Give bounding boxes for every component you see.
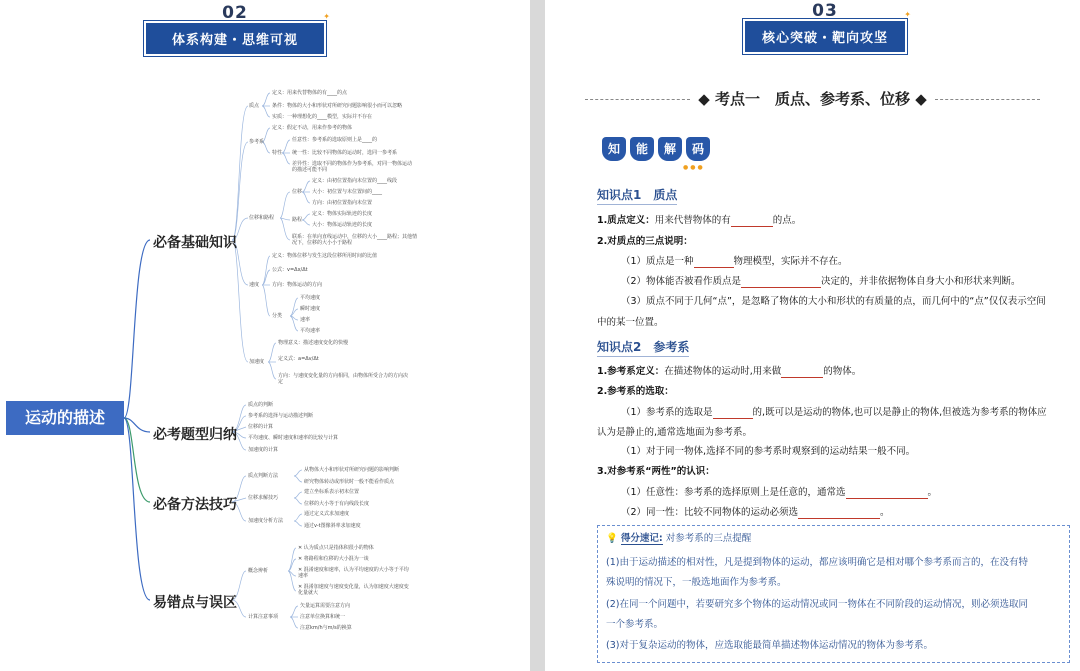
mm-node: 大小：初位置与末位置间的____ [312, 189, 383, 195]
branch-pitfalls: 易错点与误区 [153, 595, 237, 611]
dots-icon: ●●● [683, 164, 705, 171]
mm-node: 定义：物体实际轨迹的长度 [312, 211, 373, 217]
answer-blank[interactable] [798, 508, 880, 519]
banner-char: 解 [658, 137, 682, 161]
mm-node: 定义：用来代替物体的有____的点 [272, 90, 348, 96]
text-line: （1）质点是一种 物理模型，实际并不存在。 [621, 256, 848, 267]
text-line: 认为是静止的,通常选地面为参考系。 [597, 427, 753, 438]
mm-node: 通过v-t图像斜率求加速度 [304, 523, 361, 529]
mindmap-root: 运动的描述 [6, 401, 124, 435]
branch-question-types: 必考题型归纳 [153, 427, 237, 443]
mm-node: 定义式：a=Δv/Δt [278, 356, 319, 362]
branch-basic-knowledge: 必备基础知识 [153, 235, 237, 251]
diamond-icon: ◆ [910, 90, 927, 108]
text-line: 2.参考系的选取： [597, 386, 674, 397]
mm-node: 条件：物体的大小和形状对所研究问题影响很小而可以忽略 [272, 103, 403, 109]
section-heading [545, 88, 1080, 109]
knowledge-decode-banner [602, 137, 714, 161]
left-page [0, 0, 530, 671]
divider [935, 99, 1040, 100]
mm-node: 质点 [249, 103, 260, 109]
section-title: 考点一 质点、参考系、位移 [714, 90, 910, 108]
mm-node: 注意km/h与m/s的换算 [300, 625, 352, 631]
mm-node: 定义：由初位置指向末位置的____线段 [312, 178, 398, 184]
mm-node: 分类 [272, 313, 283, 319]
answer-blank[interactable] [713, 408, 753, 419]
badge-number: 02 [222, 3, 248, 23]
mm-node: 位移 [292, 189, 303, 195]
badge-number: 03 [812, 1, 838, 21]
mm-node: 加速度分析方法 [248, 518, 284, 524]
mm-node: 速率 [300, 317, 311, 323]
note-title: 💡 得分速记: 对参考系的三点提醒 [606, 533, 752, 544]
answer-blank[interactable] [731, 216, 773, 227]
banner-char: 知 [602, 137, 626, 161]
mm-node: 计算注意事项 [248, 614, 279, 620]
mm-node: 特性 [272, 150, 283, 156]
mm-node: 速度 [249, 282, 260, 288]
mm-node: 质点判断方法 [248, 473, 279, 479]
note-line: 一个参考系。 [606, 619, 664, 630]
mm-node: 路程 [292, 217, 303, 223]
mm-node: 位移的计算 [248, 424, 274, 430]
text-line: （1）对于同一物体,选择不同的参考系时观察到的运动结果一般不同。 [621, 446, 916, 457]
mm-node: 注意单位换算和统一 [300, 614, 346, 620]
text-line: 1.质点定义：用来代替物体的有 的点。 [597, 215, 802, 226]
mm-node: ✕ 混淆加速度与速度变化量，认为加速度大速度变化量就大 [298, 584, 409, 596]
text-line: 中的某一位置。 [597, 317, 664, 328]
mm-node: 方向：与速度变化量的方向相同，由物体所受合力的方向决定 [278, 373, 409, 385]
note-line: 殊说明的情况下，一般选地面作为参考系。 [606, 577, 787, 588]
mm-node: 概念辨析 [248, 568, 269, 574]
note-line: (3)对于复杂运动的物体，应选取能最简单描述物体运动情况的物体为参考系。 [606, 640, 933, 651]
text-line: （2）物体能否被看作质点是 决定的，并非依据物体自身大小和形状来判断。 [621, 276, 1021, 287]
text-line: （3）质点不同于几何“点”，是忽略了物体的大小和形状的有质量的点，而几何中的“点”仅仅表示空间 [621, 296, 1046, 307]
text-line: 3.对参考系“两性”的认识： [597, 466, 715, 477]
mm-node: 物理意义：描述速度变化的快慢 [278, 340, 349, 346]
mm-node: 公式：v=Δx/Δt [272, 267, 308, 273]
mm-node: 平均速率 [300, 328, 321, 334]
section-badge-03 [745, 1, 911, 52]
banner-char: 能 [630, 137, 654, 161]
branch-method-skills: 必备方法技巧 [153, 497, 237, 513]
mm-node: 瞬时速度 [300, 306, 321, 312]
badge-label: 核心突破・靶向攻坚 [745, 21, 905, 52]
mm-node: 研究物体转动或形状时一般不能看作质点 [304, 479, 395, 485]
mm-node: 位移的大小等于有向线段长度 [304, 501, 370, 507]
banner-char: 码 [686, 137, 710, 161]
star-icon: ✦ [904, 10, 911, 19]
mm-node: ✕ 认为质点只是指体积很小的物体 [298, 545, 374, 551]
mm-node: 质点的判断 [248, 402, 274, 408]
text-line: （1）任意性：参考系的选择原则上是任意的，通常选 。 [621, 487, 938, 498]
right-page [545, 0, 1080, 671]
mm-node: 大小：物体运动轨迹的长度 [312, 222, 373, 228]
star-icon: ✦ [323, 12, 330, 21]
diamond-icon: ◆ [698, 90, 715, 108]
mm-node: ✕ 将路程和位移的大小混为一谈 [298, 556, 369, 562]
mm-node: 任意性：参考系的选取原则上是____的 [292, 137, 378, 143]
divider [585, 99, 690, 100]
mm-node: 平均速度 [300, 295, 321, 301]
mm-node: 实质：一种理想化的____模型，实际并不存在 [272, 114, 373, 120]
mm-node: 方向：由初位置指向末位置 [312, 200, 373, 206]
mm-node: 参考系的选择与运动描述判断 [248, 413, 314, 419]
badge-label: 体系构建・思维可视 [146, 23, 324, 54]
mm-node: 平均速度、瞬时速度和速率的比较与计算 [248, 435, 339, 441]
mm-node: 矢量运算需要注意方向 [300, 603, 351, 609]
mm-node: 位移和路程 [249, 215, 275, 221]
mm-node: 加速度的计算 [248, 447, 279, 453]
answer-blank[interactable] [741, 277, 821, 288]
mm-node: 联系：在单向直线运动中，位移的大小____路程；其他情况下，位移的大小小于路程 [292, 234, 418, 246]
mm-node: 位移求解技巧 [248, 495, 279, 501]
mm-node: 统一性：比较不同物体的运动时，选同一参考系 [292, 150, 398, 156]
text-line: （1）参考系的选取是 的,既可以是运动的物体,也可以是静止的物体,但被选为参考系的物体应 [621, 407, 1047, 418]
lightbulb-icon: 💡 [606, 533, 621, 544]
page-gap [530, 0, 545, 671]
mm-node: 定义：物体位移与发生这段位移所用时间的比值 [272, 253, 378, 259]
text-line: 2.对质点的三点说明： [597, 236, 693, 247]
mm-node: 从物体大小和形状对所研究问题的影响判断 [304, 467, 400, 473]
mm-node: 方向：物体运动的方向 [272, 282, 323, 288]
knowledge-point-2: 知识点2 参考系 [597, 338, 689, 357]
note-line: (1)由于运动描述的相对性，凡是提到物体的运动，都应该明确它是相对哪个参考系而言的，在没有特 [606, 557, 1028, 568]
mm-node: 通过定义式求加速度 [304, 511, 350, 517]
note-line: (2)在同一个问题中，若要研究多个物体的运动情况或同一物体在不同阶段的运动情况，则必须选取同 [606, 599, 1028, 610]
mm-node: 参考系 [249, 139, 265, 145]
mm-node: 加速度 [249, 359, 265, 365]
mm-node: 差异性：选取不同的物体作为参考系，对同一物体运动的描述可能不同 [292, 161, 413, 173]
answer-blank[interactable] [846, 488, 928, 499]
score-note-box [597, 525, 1070, 663]
mm-node: 定义：假定不动，用来作参考的物体 [272, 125, 353, 131]
mm-node: 建立坐标系表示初末位置 [304, 489, 360, 495]
knowledge-point-1: 知识点1 质点 [597, 186, 677, 205]
mm-node: ✕ 混淆速度和速率，认为平均速度的大小等于平均速率 [298, 567, 409, 579]
answer-blank[interactable] [781, 367, 823, 378]
text-line: （2）同一性：比较不同物体的运动必须选 。 [621, 507, 890, 518]
text-line: 1.参考系定义：在描述物体的运动时,用来做 的物体。 [597, 366, 862, 377]
answer-blank[interactable] [694, 257, 734, 268]
